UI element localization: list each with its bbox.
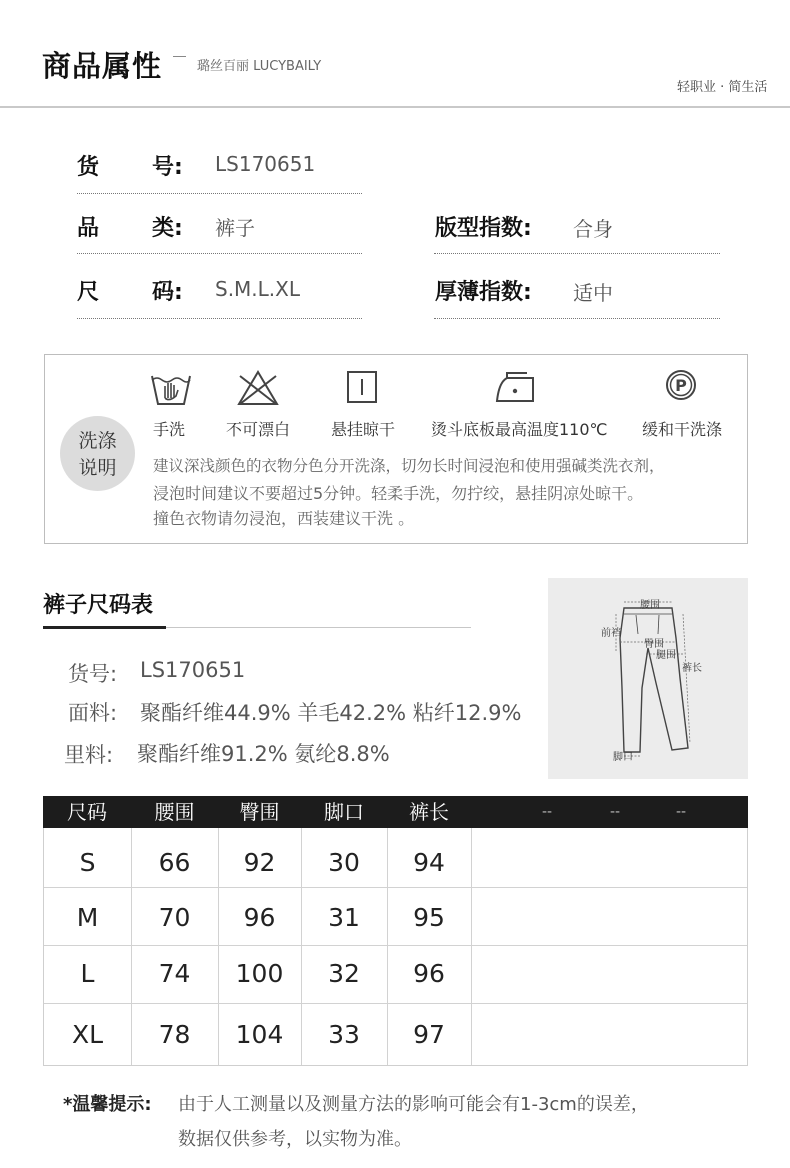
brand-tagline: 轻职业 · 简生活 — [677, 80, 768, 95]
care-label-iron: 烫斗底板最高温度110℃ — [431, 420, 608, 439]
size-table-header — [43, 796, 748, 828]
diagram-label-length: 裤长 — [682, 663, 702, 674]
table-cell: 94 — [413, 848, 445, 877]
table-cell: 66 — [158, 848, 191, 877]
hand-wash-icon — [149, 368, 193, 408]
care-label-hand-wash: 手洗 — [153, 420, 186, 439]
dotted-divider — [434, 253, 720, 254]
col-header-hip: 臀围 — [239, 800, 280, 824]
table-cell: L — [80, 959, 95, 988]
iron-icon — [493, 368, 537, 408]
table-cell: 74 — [158, 959, 191, 988]
care-label-no-bleach: 不可漂白 — [226, 420, 291, 439]
fabric-label: 面料: — [68, 701, 118, 725]
table-cell: 100 — [235, 959, 284, 988]
care-description-line3: 撞色衣物请勿浸泡，西装建议干洗 。 — [153, 509, 415, 528]
category-label-b: 类: — [152, 216, 183, 241]
diagram-label-waist: 腰围 — [640, 600, 660, 611]
title-underline — [43, 626, 166, 629]
fabric-value: 聚酯纤维44.9% 羊毛42.2% 粘纤12.9% — [140, 701, 522, 725]
table-cell: XL — [71, 1020, 104, 1049]
lining-value: 聚酯纤维91.2% 氨纶8.8% — [137, 742, 390, 766]
title-divider — [173, 56, 186, 57]
thickness-index-value: 适中 — [573, 281, 613, 305]
item-no-value: LS170651 — [215, 152, 316, 176]
care-description-line2: 浸泡时间建议不要超过5分钟。轻柔手洗，勿拧绞，悬挂阴凉处晾干。 — [153, 484, 644, 503]
table-cell: 95 — [413, 903, 445, 932]
lining-label: 里料: — [64, 743, 114, 767]
table-cell: 92 — [243, 848, 276, 877]
col-header-waist: 腰围 — [154, 800, 195, 824]
category-value: 裤子 — [215, 216, 255, 240]
table-cell: S — [79, 848, 96, 877]
table-cell: 30 — [328, 848, 360, 877]
item-no-label-a: 货 — [77, 155, 100, 180]
category-label-a: 品 — [77, 216, 100, 241]
note-label: *温馨提示: — [63, 1094, 152, 1115]
table-cell: 70 — [158, 903, 191, 932]
item-no-label: 货号: — [68, 662, 118, 686]
table-cell: 96 — [413, 959, 445, 988]
header-divider — [0, 106, 790, 108]
size-table-body — [43, 828, 748, 1066]
fit-index-label: 版型指数: — [435, 216, 532, 241]
item-no-value: LS170651 — [140, 658, 246, 682]
no-bleach-icon — [236, 368, 280, 408]
table-cell: M — [76, 903, 99, 932]
size-value: S.M.L.XL — [215, 277, 301, 301]
diagram-label-hip: 臀围 — [644, 639, 664, 650]
brand-name: 璐丝百丽 LUCYBAILY — [197, 59, 322, 74]
pants-measurement-diagram — [548, 578, 748, 779]
table-cell: 33 — [328, 1020, 360, 1049]
care-title-line2: 说明 — [78, 457, 117, 479]
table-cell: 104 — [235, 1020, 284, 1049]
table-cell: 31 — [328, 903, 360, 932]
hang-dry-icon — [340, 368, 384, 408]
dotted-divider — [77, 193, 362, 194]
diagram-label-thigh: 腿围 — [656, 650, 676, 661]
size-label-a: 尺 — [77, 280, 100, 305]
note-line2: 数据仅供参考，以实物为准。 — [178, 1129, 412, 1150]
col-header-empty: -- — [675, 804, 687, 820]
size-label-b: 码: — [152, 280, 183, 305]
item-no-label-b: 号: — [152, 155, 183, 180]
care-description-line1: 建议深浅颜色的衣物分色分开洗涤，切勿长时间浸泡和使用强碱类洗衣剂， — [153, 457, 665, 475]
thickness-index-label: 厚薄指数: — [435, 280, 532, 305]
care-title-line1: 洗涤 — [78, 430, 117, 452]
col-header-size: 尺码 — [67, 800, 107, 824]
diagram-label-hem: 脚口 — [613, 752, 633, 763]
col-header-empty: -- — [609, 804, 621, 820]
care-label-dry-clean: 缓和干洗涤 — [642, 420, 723, 439]
col-header-length: 裤长 — [409, 800, 449, 824]
col-header-empty: -- — [541, 804, 553, 820]
table-cell: 78 — [158, 1020, 191, 1049]
dotted-divider — [434, 318, 720, 319]
fit-index-value: 合身 — [573, 217, 613, 241]
svg-text:P: P — [675, 376, 687, 395]
note-line1: 由于人工测量以及测量方法的影响可能会有1-3cm的误差， — [178, 1094, 649, 1115]
care-label-hang-dry: 悬挂晾干 — [331, 420, 396, 439]
col-header-hem: 脚口 — [324, 800, 364, 824]
pants-outline-icon — [548, 578, 748, 779]
title-underline-rule — [166, 627, 471, 628]
table-cell: 96 — [243, 903, 276, 932]
dotted-divider — [77, 318, 362, 319]
table-cell: 32 — [328, 959, 360, 988]
care-title-badge — [60, 416, 135, 491]
table-cell: 97 — [413, 1020, 445, 1049]
size-chart-title: 裤子尺码表 — [43, 593, 154, 618]
page-title: 商品属性 — [42, 49, 163, 83]
dry-clean-p-icon — [659, 366, 703, 406]
diagram-label-front-rise: 前裆 — [601, 628, 621, 639]
dotted-divider — [77, 253, 362, 254]
